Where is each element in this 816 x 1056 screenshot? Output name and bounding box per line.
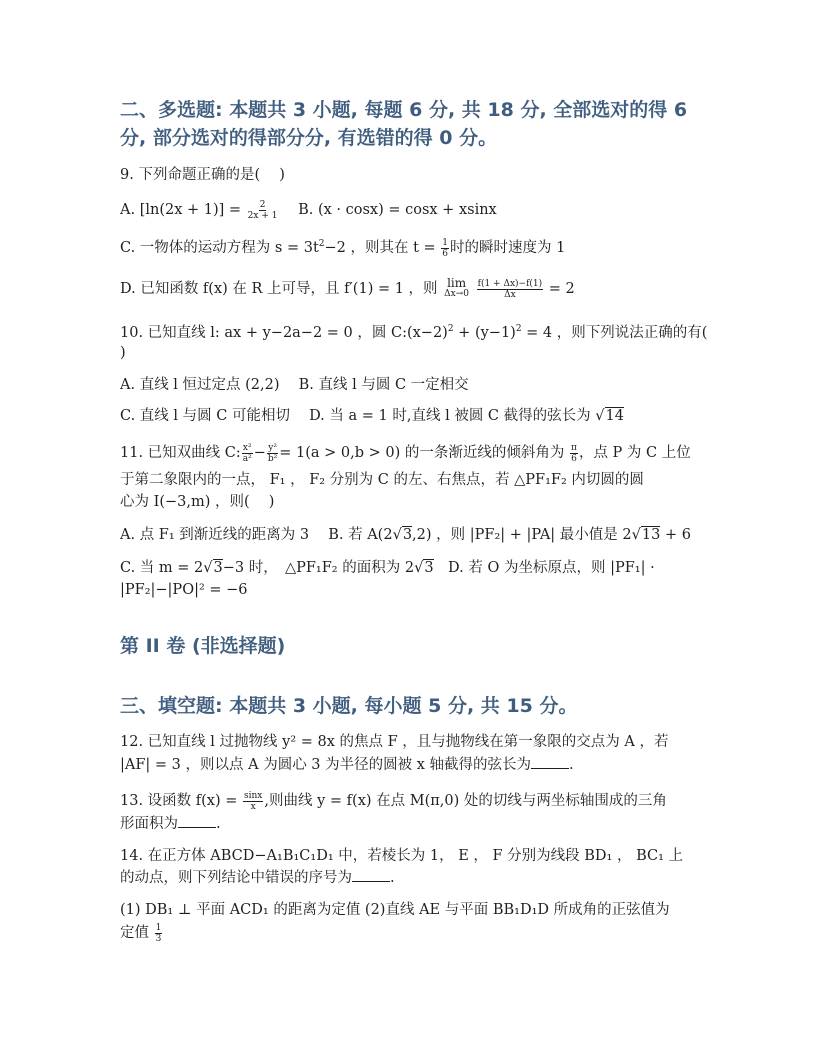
question-13-line-1: 13. 设函数 f(x) = $\frac{\sin x}{x}$ ,则曲线 y = f(x) 在点 M(π,0) 处的切线与两坐标轴围成的三角 xyxy=(120,790,667,812)
fraction: $\frac{\pi}{6}$ xyxy=(571,442,577,464)
question-11-options-cd: C. 当 m = 2√3−3 时， △PF₁F₂ 的面积为 2√3 D. 若 O 为坐标原点，则 |PF₁| · xyxy=(120,560,655,576)
fraction: $\frac{\text{y²}}{\text{b²}}$ xyxy=(267,442,278,464)
fraction: $\frac{\text{x²}}{\text{a²}}$ xyxy=(242,442,252,464)
question-11-stem-line-2: 于第二象限内的一点， F₁ ， F₂ 分别为 C 的左、右焦点，若 △PF₁F₂ 内切圆的圆 xyxy=(120,472,644,488)
question-11-stem: 11. 已知双曲线 C: $\frac{\text{x²}}{\text{a²}}$ − $\frac{\text{y²}}{\text{b²}}$ = 1(a > 0,b > 0) 的一条渐近线的倾斜角为 $\frac{\pi}{6}$ ，点 P 为 C 上位 xyxy=(120,442,691,464)
section-heading-fill-in: 三、填空题: 本题共 3 小题, 每小题 5 分, 共 15 分。 xyxy=(120,695,578,717)
question-10-options-ab: A. 直线 l 恒过定点 (2,2) B. 直线 l 与圆 C 一定相交 xyxy=(120,377,469,393)
question-9-option-c: C. 一物体的运动方程为 $s = 3t^2-2$ ，则其在 t = $\frac{1}{6}$ 时的瞬时速度为 1 xyxy=(120,237,566,259)
part-2-heading: 第 II 卷 (非选择题) xyxy=(120,635,286,657)
question-11-option-d-line-2: |PF₂|−|PO|² = −6 xyxy=(120,582,248,598)
question-12-line-2: |AF| = 3 ，则以点 A 为圆心 3 为半径的圆被 x 轴截得的弦长为 . xyxy=(120,757,574,773)
question-11-stem-line-3: 心为 I(−3,m) ，则( ) xyxy=(120,494,275,510)
question-10-options-cd: C. 直线 l 与圆 C 可能相切 D. 当 a = 1 时,直线 l 被圆 C 截得的弦长为 √14 xyxy=(120,408,624,424)
question-14-line-2: 的动点，则下列结论中错误的序号为 . xyxy=(120,870,395,886)
question-11-options-ab: A. 点 F₁ 到渐近线的距离为 3 B. 若 A(2√3,2) ，则 |PF₂| + |PA| 最小值是 2√13 + 6 xyxy=(120,527,691,543)
fraction: $\frac{1}{6}$ xyxy=(442,237,449,259)
question-10-stem: 10. 已知直线 l: ax + y−2a−2 = 0 ，圆 $C:(x-2)^2 + (y-1)^2 = 4$ ，则下列说法正确的有( xyxy=(120,324,708,341)
limit-operator: lim Δx→0 xyxy=(444,276,470,299)
answer-blank xyxy=(531,768,569,769)
question-14-line-1: 14. 在正方体 ABCD−A₁B₁C₁D₁ 中，若棱长为 1， E ， F 分别为线段 BD₁ ， BC₁ 上 xyxy=(120,848,684,864)
question-14-option-1-line-2: 定值 $\frac{1}{3}$ xyxy=(120,922,162,944)
question-9-stem: 9. 下列命题正确的是( ) xyxy=(120,167,285,183)
question-13-line-2: 形面积为 . xyxy=(120,816,221,832)
question-9-option-a: A. [ln(2x + 1)] = $\frac{2}{2x + 1}$ B. (x · cosx) = cosx + xsinx xyxy=(120,199,497,221)
question-10-stem-end: ) xyxy=(120,345,126,361)
answer-blank xyxy=(352,881,390,882)
fraction: $\frac{\sin x}{x}$ xyxy=(244,790,263,812)
question-12-line-1: 12. 已知直线 l 过抛物线 y² = 8x 的焦点 F ，且与抛物线在第一象限的交点为 A ，若 xyxy=(120,734,669,750)
question-14-option-1: (1) DB₁ ⊥ 平面 ACD₁ 的距离为定值 (2)直线 AE 与平面 BB₁D₁D 所成角的正弦值为 xyxy=(120,902,670,918)
section-heading-multiple-choice: 二、多选题: 本题共 3 小题, 每题 6 分, 共 18 分, 全部选对的得 6 分, 部分选对的得部分分, 有选错的得 0 分。 xyxy=(120,99,688,149)
fraction: $\frac{2}{2x + 1}$ xyxy=(247,199,278,221)
answer-blank xyxy=(178,827,216,828)
fraction: $\frac{f(1 + \Delta x)-f(1)}{\Delta x}$ xyxy=(477,278,543,300)
question-9-option-b: B. (x · cosx) = cosx + xsinx xyxy=(298,202,497,218)
fraction: $\frac{1}{3}$ xyxy=(155,922,162,944)
question-9-option-d: D. 已知函数 f(x) 在 R 上可导，且 f′(1) = 1 ，则 lim Δx→0 $\frac{f(1 + \Delta x)-f(1)}{\Delta x}$ = 2 xyxy=(120,276,575,300)
